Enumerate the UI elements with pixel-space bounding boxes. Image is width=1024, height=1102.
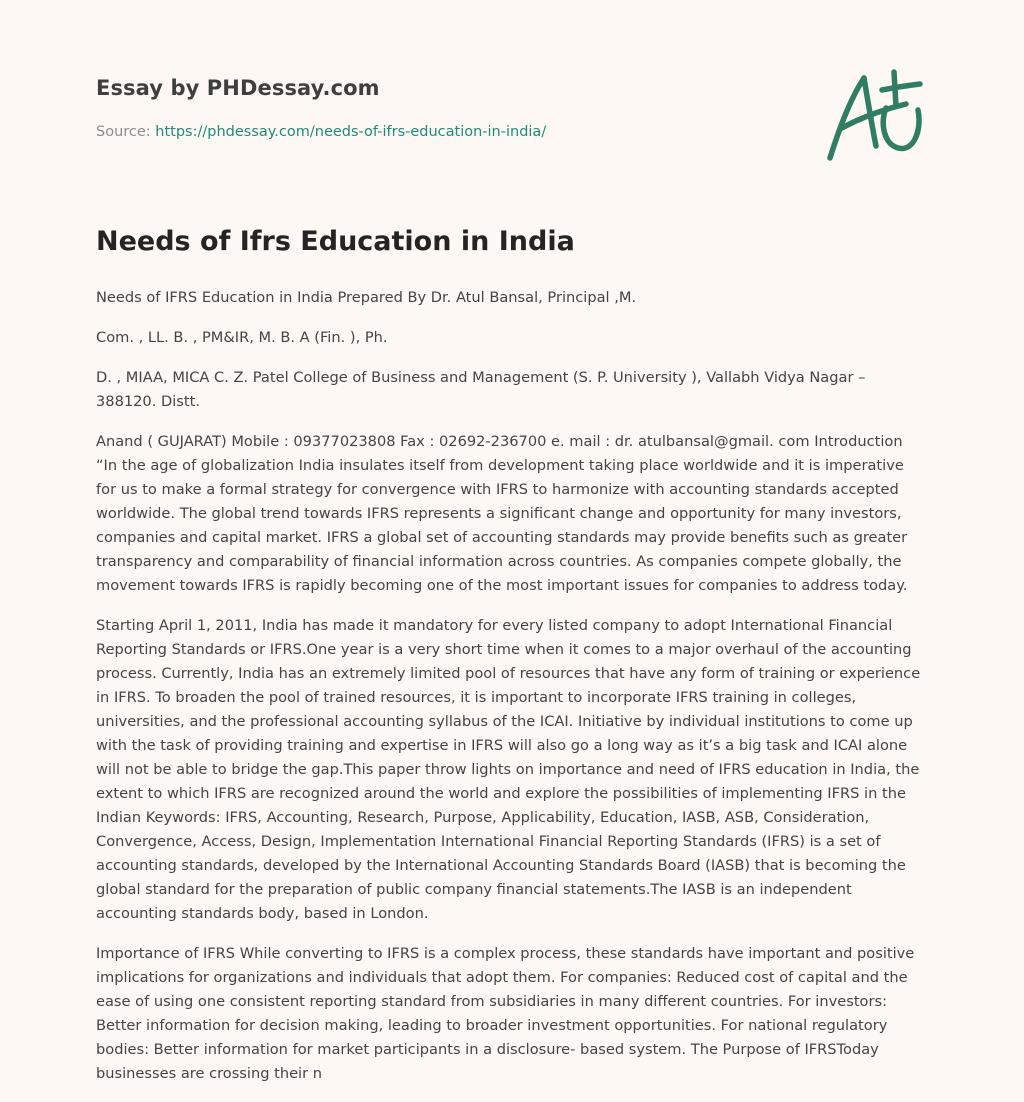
essay-paragraph: D. , MIAA, MICA C. Z. Patel College of Business and Management (S. P. University ), Vallabh Vidya Nagar – 388120. Distt. xyxy=(96,369,866,410)
source-link[interactable]: https://phdessay.com/needs-of-ifrs-education-in-india/ xyxy=(155,124,547,140)
essay-paragraph: Importance of IFRS While converting to IFRS is a complex process, these standards have important and positive implications for organizations and individuals that adopt them. For companies: Reduced cost of capital and the ease of using one consistent reporting standard from subsidiaries in many different countries. For investors: Better information for decision making, leading to broader investment opportunities. For national regulatory bodies: Better information for market participants in a disclosure- based system. The Purpose of IFRSToday businesses are crossing their n xyxy=(96,945,915,1082)
a-plus-grade-icon xyxy=(820,66,930,166)
essay-paragraph: Com. , LL. B. , PM&IR, M. B. A (Fin. ), Ph. xyxy=(96,329,388,346)
site-brand: Essay by PHDessay.com xyxy=(96,76,380,100)
source-line xyxy=(96,124,546,140)
essay-paragraph: Anand ( GUJARAT) Mobile : 09377023808 Fax : 02692-236700 e. mail : dr. atulbansal@gmail. com Introduction “In the age of globalization India insulates itself from development taking place worldwide and it is imperative for us to make a formal strategy for convergence with IFRS to harmonize with accounting standards accepted worldwide. The global trend towards IFRS represents a significant change and opportunity for many investors, companies and capital market. IFRS a global set of accounting standards may provide benefits such as greater transparency and comparability of financial information across countries. As companies compete globally, the movement towards IFRS is rapidly becoming one of the most important issues for companies to address today. xyxy=(96,433,908,594)
essay-paragraph: Needs of IFRS Education in India Prepared By Dr. Atul Bansal, Principal ,M. xyxy=(96,289,637,306)
essay-title: Needs of Ifrs Education in India xyxy=(96,226,575,257)
essay-body xyxy=(96,286,926,1102)
essay-paragraph: Starting April 1, 2011, India has made it mandatory for every listed company to adopt International Financial Reporting Standards or IFRS.One year is a very short time when it comes to a major overhaul of the accounting process. Currently, India has an extremely limited pool of resources that have any form of training or experience in IFRS. To broaden the pool of trained resources, it is important to incorporate IFRS training in colleges, universities, and the professional accounting syllabus of the ICAI. Initiative by individual institutions to come up with the task of providing training and expertise in IFRS will also go a long way as it’s a big task and ICAI alone will not be able to bridge the gap.This paper throw lights on importance and need of IFRS education in India, the extent to which IFRS are recognized around the world and explore the possibilities of implementing IFRS in the Indian Keywords: IFRS, Accounting, Research, Purpose, Applicability, Education, IASB, ASB, Consideration, Convergence, Access, Design, Implementation International Financial Reporting Standards (IFRS) is a set of accounting standards, developed by the International Accounting Standards Board (IASB) that is becoming the global standard for the preparation of public company financial statements.The IASB is an independent accounting standards body, based in London. xyxy=(96,617,921,922)
source-label: Source: xyxy=(96,124,151,140)
